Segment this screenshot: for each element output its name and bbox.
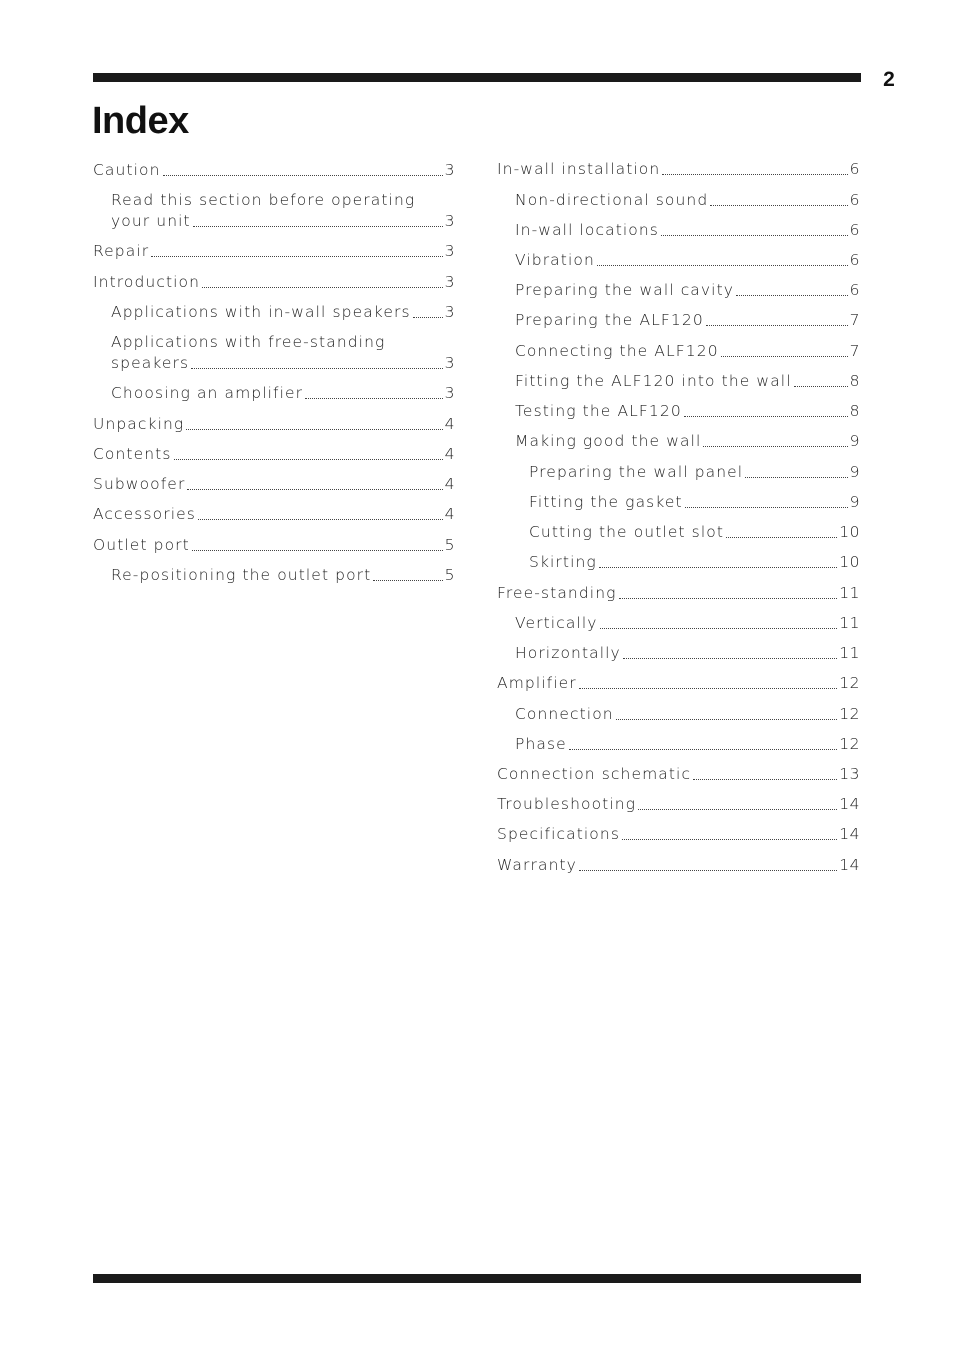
index-entry-page-number: 4 [444,445,455,463]
index-entry [515,341,860,362]
dot-leader [710,205,847,206]
dot-leader [638,809,837,810]
dot-leader [661,235,848,236]
index-entry-page-number: 7 [849,342,860,360]
index-entry-page-number: 14 [839,825,860,843]
index-entry-page-number: 8 [849,372,860,390]
index-entry-page-number: 6 [849,281,860,299]
index-entry-page-number: 9 [849,463,860,481]
dot-leader [622,839,837,840]
dot-leader [706,325,848,326]
index-entry [93,241,455,262]
index-entry [515,190,860,211]
index-entry-label: Free-standing [497,584,617,602]
index-entry [93,504,455,525]
dot-leader [693,779,837,780]
index-entry-page-number: 10 [839,553,860,571]
index-entry-page-number: 3 [444,161,455,179]
dot-leader [684,416,848,417]
index-entry-label: In-wall installation [497,160,661,178]
page-title: Index [92,100,189,142]
index-entry-page-number: 6 [849,191,860,209]
index-entry [497,583,860,604]
index-entry-page-number: 4 [444,475,455,493]
dot-leader [685,507,848,508]
index-entry [111,565,455,586]
dot-leader [305,398,443,399]
index-entry-page-number: 9 [849,432,860,450]
index-entry-label: Re-positioning the outlet port [111,566,372,584]
index-entry-label: Subwoofer [93,475,186,493]
index-entry-label: Preparing the ALF120 [515,311,704,329]
index-entry-label: Testing the ALF120 [515,402,682,420]
index-entry [93,474,455,495]
index-entry [515,704,860,725]
index-entry [515,371,860,392]
dot-leader [163,175,443,176]
index-entry-label: Connection schematic [497,765,692,783]
index-entry-label-line1: Read this section before operating [111,191,416,209]
index-entry-label: speakers [111,354,190,372]
index-entry-label: Making good the wall [515,432,702,450]
index-entry-label: Phase [515,735,567,753]
dot-leader [579,688,838,689]
dot-leader [569,749,837,750]
index-entry-page-number: 14 [839,795,860,813]
index-entry [93,272,455,293]
index-entry [497,855,860,876]
index-entry-label: Specifications [497,825,620,843]
index-entry-page-number: 3 [444,354,455,372]
index-entry [529,552,860,573]
dot-leader [187,489,442,490]
index-entry-page-number: 8 [849,402,860,420]
index-entry [111,211,455,232]
dot-leader [662,174,847,175]
index-entry-label: Preparing the wall panel [529,463,744,481]
index-entry-label: Horizontally [515,644,621,662]
index-entry [497,824,860,845]
dot-leader [619,598,838,599]
index-entry [497,794,860,815]
index-entry-label: Amplifier [497,674,577,692]
index-entry [515,310,860,331]
index-entry-page-number: 13 [839,765,860,783]
index-entry-page-number: 3 [444,384,455,402]
index-entry-page-number: 3 [444,273,455,291]
dot-leader [745,477,847,478]
dot-leader [151,256,442,257]
index-entry [111,383,455,404]
index-entry-label: Connecting the ALF120 [515,342,719,360]
index-entry-label: Caution [93,161,161,179]
index-entry-label: your unit [111,212,191,230]
index-entry-page-number: 12 [839,705,860,723]
index-entry-label: Non-directional sound [515,191,709,209]
index-entry-page-number: 3 [444,212,455,230]
index-entry [529,522,860,543]
dot-leader [174,459,443,460]
index-entry-page-number: 4 [444,415,455,433]
index-entry [515,613,860,634]
index-entry-label: Preparing the wall cavity [515,281,735,299]
dot-leader [192,550,443,551]
index-entry [529,462,860,483]
index-entry-page-number: 6 [849,251,860,269]
bottom-rule [93,1274,861,1283]
dot-leader [413,317,443,318]
index-entry-page-number: 14 [839,856,860,874]
index-entry-label: Contents [93,445,172,463]
dot-leader [198,519,443,520]
dot-leader [726,537,837,538]
index-entry-page-number: 9 [849,493,860,511]
index-entry [515,734,860,755]
index-entry-label: Introduction [93,273,201,291]
index-entry [497,673,860,694]
dot-leader [202,287,443,288]
dot-leader [373,580,442,581]
index-entry-label: Vertically [515,614,598,632]
index-entry-page-number: 10 [839,523,860,541]
dot-leader [703,446,847,447]
dot-leader [721,356,848,357]
index-entry-page-number: 3 [444,242,455,260]
index-entry-page-number: 5 [444,536,455,554]
index-entry [515,250,860,271]
dot-leader [597,265,848,266]
dot-leader [616,719,838,720]
index-entry-label: Choosing an amplifier [111,384,304,402]
index-entry-label: Vibration [515,251,595,269]
page-number: 2 [883,68,895,91]
index-entry-page-number: 4 [444,505,455,523]
index-entry-page-number: 12 [839,735,860,753]
index-entry [515,220,860,241]
index-entry-label: Repair [93,242,150,260]
dot-leader [600,628,838,629]
index-entry-label: Outlet port [93,536,190,554]
index-entry-page-number: 5 [444,566,455,584]
index-entry [497,159,860,180]
index-entry [93,535,455,556]
index-entry-label: Unpacking [93,415,185,433]
index-entry-page-number: 11 [839,584,860,602]
index-entry [497,764,860,785]
index-entry [93,444,455,465]
dot-leader [579,870,837,871]
index-entry-page-number: 11 [839,644,860,662]
index-entry [515,280,860,301]
index-entry-label: Warranty [497,856,577,874]
dot-leader [191,368,442,369]
top-rule [93,73,861,82]
index-entry [515,401,860,422]
index-entry-label: Fitting the gasket [529,493,683,511]
index-entry-page-number: 6 [849,221,860,239]
dot-leader [736,295,848,296]
index-entry-label: Connection [515,705,614,723]
index-entry-label: In-wall locations [515,221,659,239]
index-entry [111,353,455,374]
index-entry [529,492,860,513]
index-entry-page-number: 12 [839,674,860,692]
index-entry-label: Troubleshooting [497,795,637,813]
index-entry-label-line1: Applications with free-standing [111,333,386,351]
dot-leader [794,386,848,387]
index-entry-page-number: 11 [839,614,860,632]
dot-leader [599,567,837,568]
index-entry-page-number: 6 [849,160,860,178]
index-entry [93,414,455,435]
index-entry-label: Applications with in-wall speakers [111,303,411,321]
index-entry-page-number: 7 [849,311,860,329]
index-entry-page-number: 3 [444,303,455,321]
index-entry-label: Cutting the outlet slot [529,523,724,541]
dot-leader [186,429,442,430]
dot-leader [193,226,443,227]
index-entry-label: Fitting the ALF120 into the wall [515,372,792,390]
index-entry [515,643,860,664]
index-entry [93,160,455,181]
index-entry-label: Accessories [93,505,196,523]
dot-leader [623,658,837,659]
index-entry [515,431,860,452]
index-entry [111,302,455,323]
index-entry-label: Skirting [529,553,597,571]
